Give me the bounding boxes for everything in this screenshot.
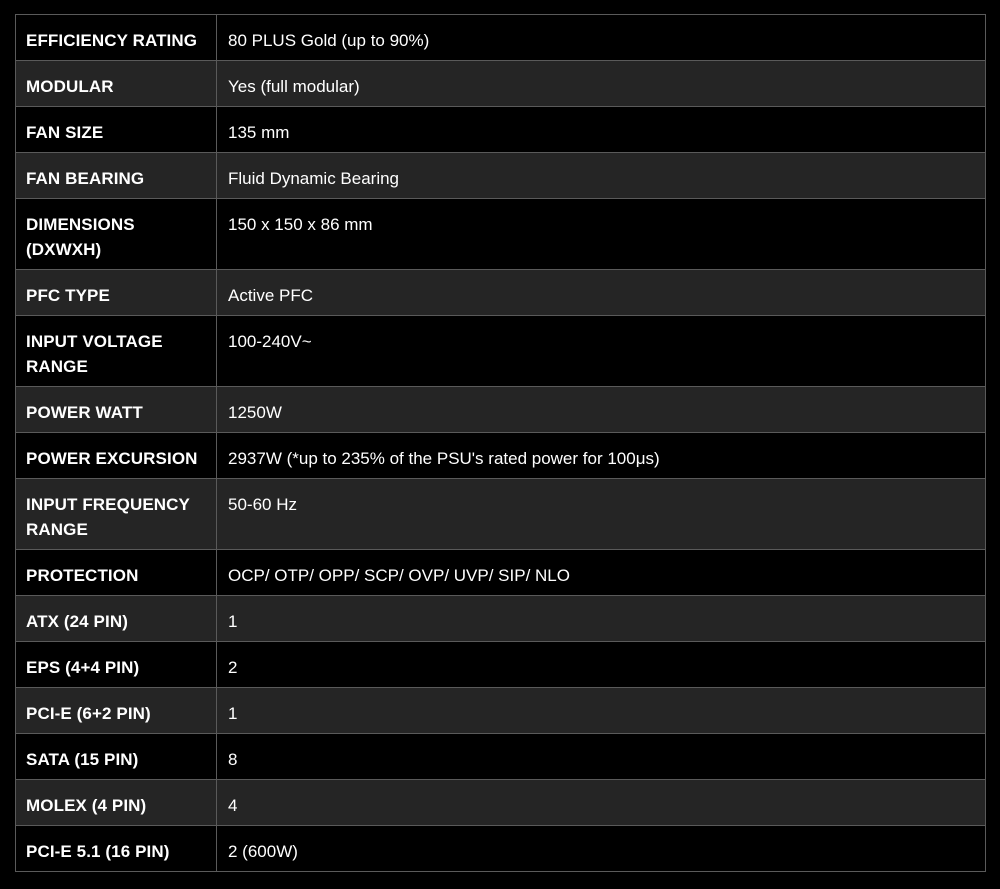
- spec-table: [15, 14, 986, 872]
- spec-row-fan-bearing: [16, 153, 986, 199]
- spec-row-molex-4-pin: [16, 780, 986, 826]
- spec-label: DIMENSIONS (DXWXH): [16, 199, 217, 270]
- spec-label: MODULAR: [16, 61, 217, 107]
- spec-row-input-frequency-range: [16, 479, 986, 550]
- spec-row-dimensions: [16, 199, 986, 270]
- spec-value: Fluid Dynamic Bearing: [217, 153, 986, 199]
- spec-value: OCP/ OTP/ OPP/ SCP/ OVP/ UVP/ SIP/ NLO: [217, 550, 986, 596]
- spec-value: 8: [217, 734, 986, 780]
- spec-label: SATA (15 PIN): [16, 734, 217, 780]
- spec-value: 4: [217, 780, 986, 826]
- spec-value: 2937W (*up to 235% of the PSU's rated power for 100μs): [217, 433, 986, 479]
- spec-label: PROTECTION: [16, 550, 217, 596]
- spec-value: 1: [217, 688, 986, 734]
- spec-row-eps-4-4-pin: [16, 642, 986, 688]
- spec-row-modular: [16, 61, 986, 107]
- spec-label: INPUT VOLTAGE RANGE: [16, 316, 217, 387]
- spec-row-input-voltage-range: [16, 316, 986, 387]
- spec-row-protection: [16, 550, 986, 596]
- spec-value: 100-240V~: [217, 316, 986, 387]
- spec-row-efficiency-rating: [16, 15, 986, 61]
- spec-value: Yes (full modular): [217, 61, 986, 107]
- spec-label: ATX (24 PIN): [16, 596, 217, 642]
- spec-value: 135 mm: [217, 107, 986, 153]
- spec-label: POWER EXCURSION: [16, 433, 217, 479]
- spec-row-sata-15-pin: [16, 734, 986, 780]
- spec-value: 2 (600W): [217, 826, 986, 872]
- spec-table-body: [16, 15, 986, 872]
- spec-label: PCI-E (6+2 PIN): [16, 688, 217, 734]
- spec-row-pfc-type: [16, 270, 986, 316]
- spec-value: 50-60 Hz: [217, 479, 986, 550]
- spec-value: Active PFC: [217, 270, 986, 316]
- spec-value: 1: [217, 596, 986, 642]
- spec-label: INPUT FREQUENCY RANGE: [16, 479, 217, 550]
- spec-label: EPS (4+4 PIN): [16, 642, 217, 688]
- spec-value: 150 x 150 x 86 mm: [217, 199, 986, 270]
- spec-label: PFC TYPE: [16, 270, 217, 316]
- spec-label: EFFICIENCY RATING: [16, 15, 217, 61]
- spec-label: PCI-E 5.1 (16 PIN): [16, 826, 217, 872]
- spec-row-power-watt: [16, 387, 986, 433]
- spec-row-pci-e-6-2-pin: [16, 688, 986, 734]
- spec-value: 80 PLUS Gold (up to 90%): [217, 15, 986, 61]
- spec-value: 1250W: [217, 387, 986, 433]
- spec-label: FAN BEARING: [16, 153, 217, 199]
- spec-row-atx-24-pin: [16, 596, 986, 642]
- spec-label: POWER WATT: [16, 387, 217, 433]
- spec-value: 2: [217, 642, 986, 688]
- spec-row-fan-size: [16, 107, 986, 153]
- spec-row-power-excursion: [16, 433, 986, 479]
- spec-label: MOLEX (4 PIN): [16, 780, 217, 826]
- spec-label: FAN SIZE: [16, 107, 217, 153]
- spec-row-pci-e-5-1-16-pin: [16, 826, 986, 872]
